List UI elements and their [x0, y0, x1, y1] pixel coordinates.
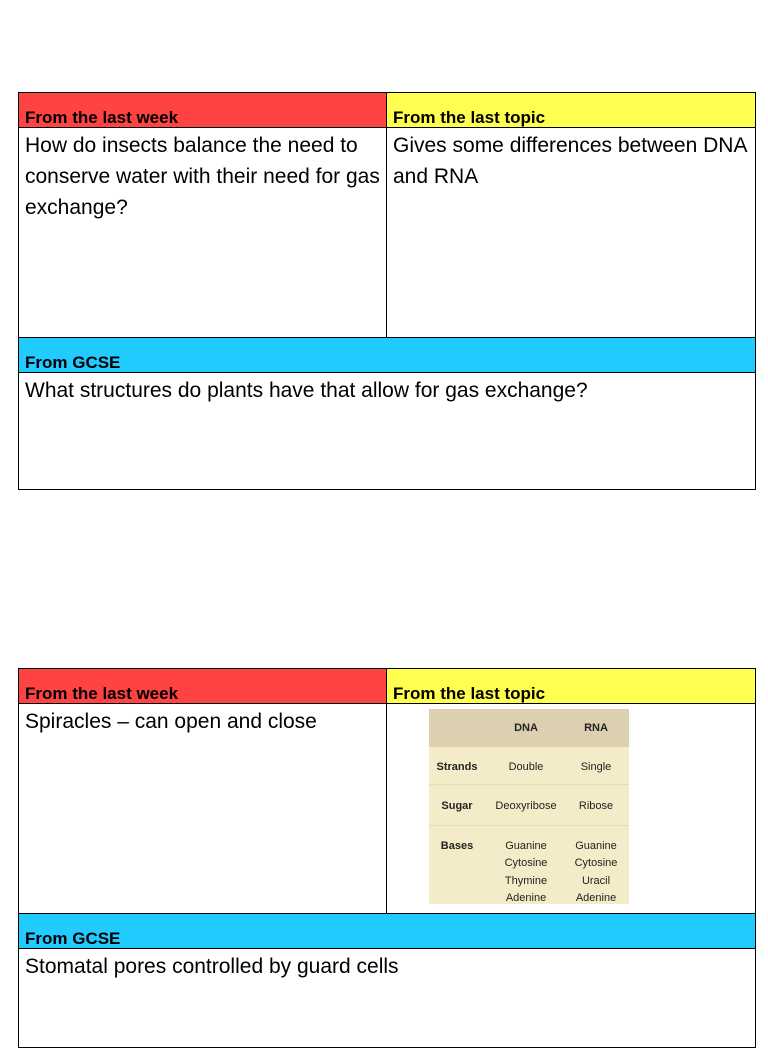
row-bases: Bases — [440, 840, 474, 852]
last-topic-header: From the last topic — [387, 669, 755, 704]
last-week-answer: Spiracles – can open and close — [25, 710, 317, 733]
last-topic-column — [387, 93, 755, 337]
last-week-column — [19, 93, 387, 337]
rna-base: Cytosine — [574, 857, 618, 869]
top-row — [19, 669, 755, 913]
rna-sugar: Ribose — [578, 800, 614, 812]
gcse-header: From GCSE — [19, 337, 755, 373]
row-divider — [429, 784, 629, 785]
rna-base: Guanine — [575, 840, 617, 852]
col-dna: DNA — [514, 722, 538, 734]
last-week-column — [19, 669, 387, 913]
dna-base: Cytosine — [504, 857, 548, 869]
rna-base: Adenine — [575, 892, 617, 904]
starter-sheet-answers — [18, 668, 756, 1048]
rna-strands: Single — [580, 761, 612, 773]
starter-sheet-questions — [18, 92, 756, 490]
rna-base: Uracil — [581, 875, 611, 887]
top-row — [19, 93, 755, 337]
dna-base: Adenine — [505, 892, 547, 904]
last-topic-header: From the last topic — [387, 93, 755, 128]
dna-rna-comparison-table — [429, 709, 629, 904]
col-rna: RNA — [584, 722, 608, 734]
gcse-header: From GCSE — [19, 913, 755, 949]
row-strands: Strands — [436, 761, 478, 773]
last-week-question: How do insects balance the need to conserve water with their need for gas exchange? — [25, 134, 380, 219]
last-week-header: From the last week — [19, 93, 386, 128]
dna-strands: Double — [508, 761, 544, 773]
row-divider — [429, 825, 629, 826]
gcse-answer: Stomatal pores controlled by guard cells — [25, 955, 399, 978]
last-week-header: From the last week — [19, 669, 386, 704]
row-sugar: Sugar — [441, 800, 473, 812]
dna-base: Thymine — [504, 875, 548, 887]
last-topic-question: Gives some differences between DNA and RNA — [393, 134, 747, 188]
dna-sugar: Deoxyribose — [495, 800, 557, 812]
gcse-question: What structures do plants have that allow for gas exchange? — [25, 379, 588, 402]
dna-base: Guanine — [505, 840, 547, 852]
